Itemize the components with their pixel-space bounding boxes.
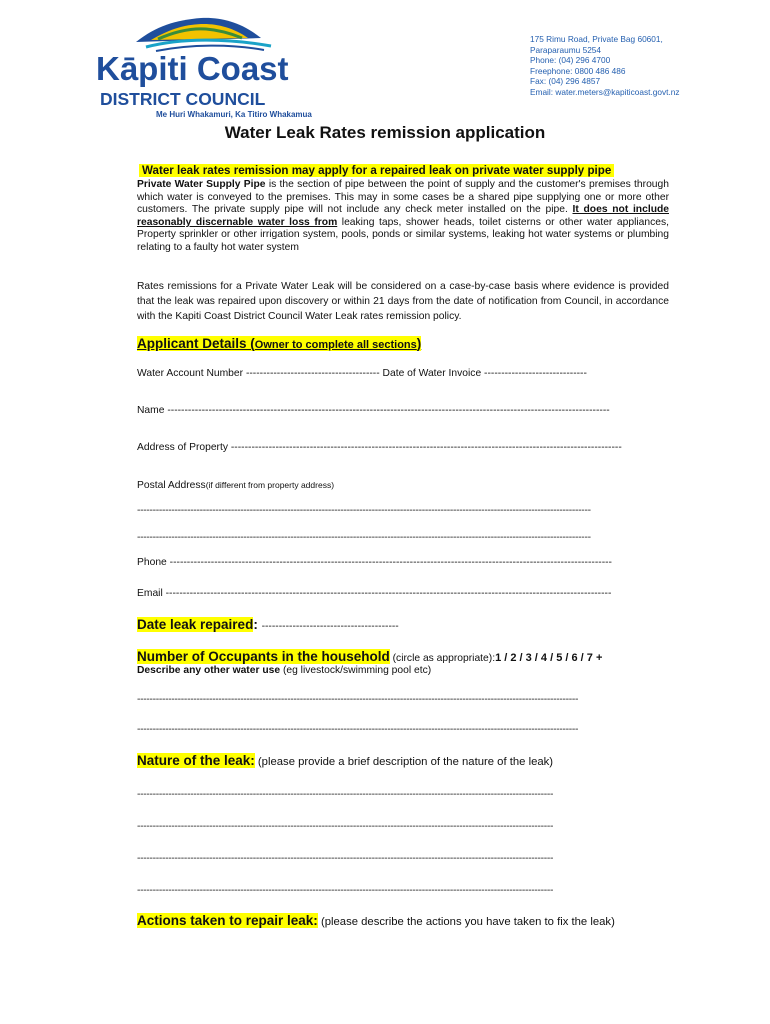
- name-row: [137, 405, 657, 416]
- postal-line-2[interactable]: -------------------------------------------------------------------------------------------------------------------------------------------------: [137, 532, 591, 543]
- postal-label: Postal Address: [137, 480, 206, 491]
- definition-text2: leaking taps, shower heads, toilet cisterns or other water appliances, Property sprinkler or other irrigation system, pools, ponds or similar systems, leaking hot water systems or plumbing relating to a faulty hot water system: [137, 216, 670, 253]
- describe-note: (eg livestock/swimming pool etc): [280, 665, 432, 676]
- nature-line-4[interactable]: -------------------------------------------------------------------------------------------------------------------------------------: [137, 885, 554, 896]
- highlighted-subheading: Water leak rates remission may apply for a repaired leak on private water supply pipe: [139, 164, 614, 177]
- occupants-options[interactable]: 1 / 2 / 3 / 4 / 5 / 6 / 7 +: [495, 652, 603, 664]
- contact-phone: Phone: (04) 296 4700: [530, 55, 611, 65]
- actions-row: [137, 913, 615, 928]
- council-logo: [96, 12, 326, 119]
- occupants-label: Number of Occupants in the household: [137, 649, 390, 664]
- contact-freephone: Freephone: 0800 486 486: [530, 65, 626, 76]
- contact-address-line2: Paraparaumu 5254: [530, 44, 602, 55]
- email-label: Email: [137, 588, 163, 599]
- occupants-row: [137, 649, 602, 664]
- email-field[interactable]: ----------------------------------------------------------------------------------------------------------------------------------: [165, 588, 612, 599]
- applicant-heading-small: Owner to complete all sections: [254, 339, 417, 351]
- address-field[interactable]: ------------------------------------------------------------------------------------------------------------------: [230, 442, 622, 453]
- occupants-note: (circle as appropriate):: [389, 653, 496, 664]
- applicant-heading-close: ): [416, 336, 422, 351]
- invoice-date-label: Date of Water Invoice: [382, 368, 482, 379]
- nature-line-1[interactable]: -------------------------------------------------------------------------------------------------------------------------------------: [137, 789, 554, 800]
- definition-paragraph: [137, 179, 669, 255]
- address-label: Address of Property: [137, 442, 228, 453]
- invoice-date-field[interactable]: ------------------------------: [484, 368, 587, 379]
- definition-term: Private Water Supply Pipe: [137, 179, 266, 190]
- postal-note: (if different from property address): [205, 480, 335, 490]
- logo-name: Kāpiti Coast: [96, 50, 289, 87]
- logo-motto: Me Huri Whakamuri, Ka Titiro Whakamua: [156, 110, 312, 119]
- date-repaired-field[interactable]: ----------------------------------------: [261, 621, 399, 632]
- other-use-line-1[interactable]: ---------------------------------------------------------------------------------------------------------------------------------------------: [137, 694, 579, 705]
- water-account-row: [137, 368, 587, 379]
- contact-block: [530, 34, 680, 97]
- email-row: [137, 588, 651, 599]
- actions-label: Actions taken to repair leak:: [137, 913, 318, 928]
- phone-row: [137, 557, 651, 568]
- water-account-field[interactable]: ---------------------------------------: [245, 368, 380, 379]
- policy-paragraph: Rates remissions for a Private Water Leak will be considered on a case-by-case basis where evidence is provided that the leak was repaired upon discovery or within 21 days from the date of notification from Council, in accordance with the Kapiti Coast District Council Water Leak rates remission policy.: [137, 281, 669, 323]
- page-title: Water Leak Rates remission application: [224, 123, 546, 142]
- name-field[interactable]: ---------------------------------------------------------------------------------------------------------------------------------: [167, 405, 610, 416]
- nature-note: (please provide a brief description of the nature of the leak): [254, 756, 554, 768]
- actions-note: (please describe the actions you have taken to fix the leak): [317, 916, 615, 928]
- nature-row: [137, 753, 553, 768]
- contact-address-line1: 175 Rimu Road, Private Bag 60601,: [530, 34, 663, 44]
- describe-bold: Describe any other water use: [137, 665, 281, 676]
- date-repaired-label: Date leak repaired: [137, 617, 254, 632]
- name-label: Name: [137, 405, 165, 416]
- postal-row: [137, 480, 334, 491]
- contact-email[interactable]: Email: water.meters@kapiticoast.govt.nz: [530, 86, 680, 97]
- logo-subtitle: DISTRICT COUNCIL: [100, 89, 266, 109]
- address-row: [137, 442, 657, 453]
- applicant-details-heading: [137, 336, 421, 351]
- describe-row: [137, 665, 431, 676]
- nature-line-3[interactable]: -------------------------------------------------------------------------------------------------------------------------------------: [137, 853, 554, 864]
- contact-fax: Fax: (04) 296 4857: [530, 76, 601, 86]
- applicant-heading-main: Applicant Details (: [137, 336, 255, 351]
- definition-emphasis: It does not include reasonably discernable water loss from: [137, 204, 669, 228]
- nature-line-2[interactable]: -------------------------------------------------------------------------------------------------------------------------------------: [137, 821, 554, 832]
- postal-line-1[interactable]: -------------------------------------------------------------------------------------------------------------------------------------------------: [137, 505, 591, 516]
- kapiti-island-wave-icon: [96, 12, 326, 52]
- nature-label: Nature of the leak:: [137, 753, 255, 768]
- phone-label: Phone: [137, 557, 167, 568]
- date-repaired-colon: :: [253, 617, 258, 632]
- water-account-label: Water Account Number: [137, 368, 244, 379]
- date-repaired-row: [137, 617, 399, 632]
- definition-text1: is the section of pipe between the point of supply and the customer's premises through which water is conveyed to the premises. This may in some cases be a shared pipe supplying one or more other customers. The private supply pipe will not include any check meter installed on the pipe.: [137, 179, 669, 216]
- other-use-line-2[interactable]: ---------------------------------------------------------------------------------------------------------------------------------------------: [137, 724, 579, 735]
- phone-field[interactable]: ---------------------------------------------------------------------------------------------------------------------------------: [169, 557, 612, 568]
